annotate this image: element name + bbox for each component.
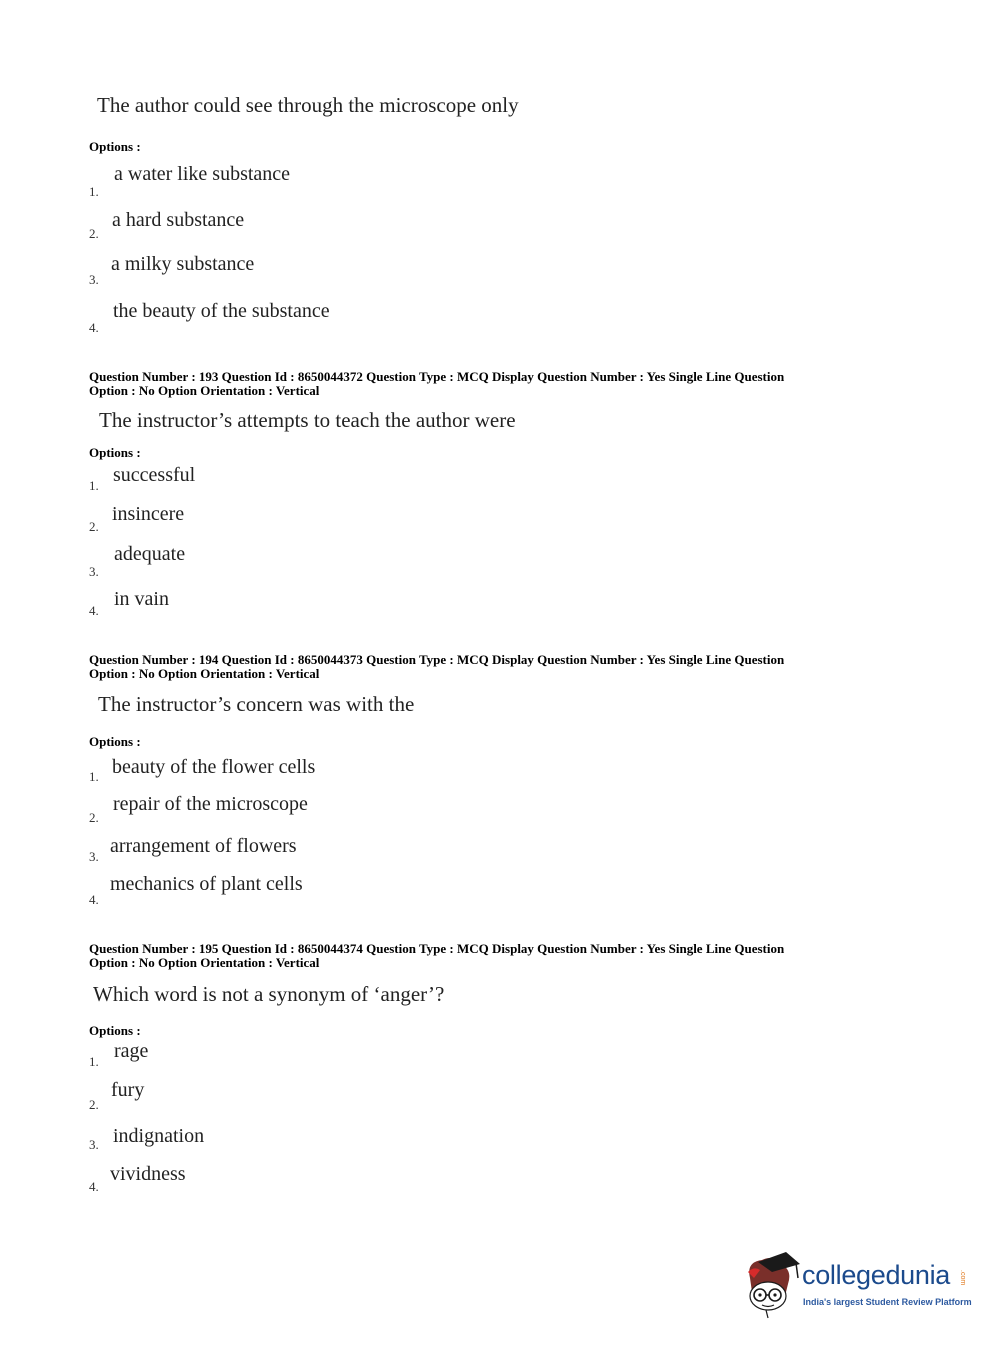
option-number: 3. [89,1137,99,1152]
question-193-meta-line2: Option : No Option Orientation : Vertical [89,383,320,398]
option-text: mechanics of plant cells [110,873,303,895]
question-194-options-label: Options : [89,734,141,749]
option-number: 2. [89,1097,99,1112]
question-193-options-label: Options : [89,445,141,460]
option-text: successful [113,464,196,486]
option-number: 4. [89,603,99,618]
option-number: 3. [89,564,99,579]
option-number: 1. [89,478,99,493]
option-number: 2. [89,226,99,241]
option-text: a water like substance [114,163,291,185]
option-number: 1. [89,184,99,199]
option-number: 3. [89,272,99,287]
mascot-graduate-icon [740,1248,802,1320]
option-number: 2. [89,519,99,534]
option-text: beauty of the flower cells [112,756,316,778]
option-number: 1. [89,769,99,784]
question-194-meta-line2: Option : No Option Orientation : Vertical [89,666,320,681]
collegedunia-logo [740,1248,980,1320]
option-text: rage [114,1040,149,1062]
option-text: the beauty of the substance [113,300,330,322]
question-193-stem: The instructor’s attempts to teach the author were [99,408,516,432]
question-192-options-label: Options : [89,139,141,154]
option-text: repair of the microscope [113,793,308,815]
option-text: vividness [110,1163,186,1185]
option-number: 4. [89,320,99,335]
option-text: a milky substance [111,253,255,275]
question-194-stem: The instructor’s concern was with the [98,692,415,716]
logo-domain-suffix: .com [959,1270,966,1286]
option-text: insincere [112,503,185,525]
question-195-meta-line2: Option : No Option Orientation : Vertical [89,955,320,970]
question-193-meta-line1: Question Number : 193 Question Id : 8650044372 Question Type : MCQ Display Question Number : Yes Single Line Question [89,369,785,384]
logo-tagline: India's largest Student Review Platform [803,1297,972,1307]
question-195-options-label: Options : [89,1023,141,1038]
logo-wordmark: collegedunia [802,1260,951,1290]
question-195-stem: Which word is not a synonym of ‘anger’? [93,982,445,1006]
option-text: indignation [113,1125,205,1147]
question-194-meta-line1: Question Number : 194 Question Id : 8650044373 Question Type : MCQ Display Question Number : Yes Single Line Question [89,652,785,667]
option-number: 4. [89,1179,99,1194]
question-195-meta-line1: Question Number : 195 Question Id : 8650044374 Question Type : MCQ Display Question Number : Yes Single Line Question [89,941,785,956]
option-text: a hard substance [112,209,245,231]
option-text: adequate [114,543,186,565]
option-number: 1. [89,1054,99,1069]
option-number: 3. [89,849,99,864]
option-text: arrangement of flowers [110,835,297,857]
question-192-stem: The author could see through the microscope only [97,93,519,117]
option-number: 2. [89,810,99,825]
option-text: fury [111,1079,145,1101]
option-number: 4. [89,892,99,907]
option-text: in vain [114,588,169,610]
